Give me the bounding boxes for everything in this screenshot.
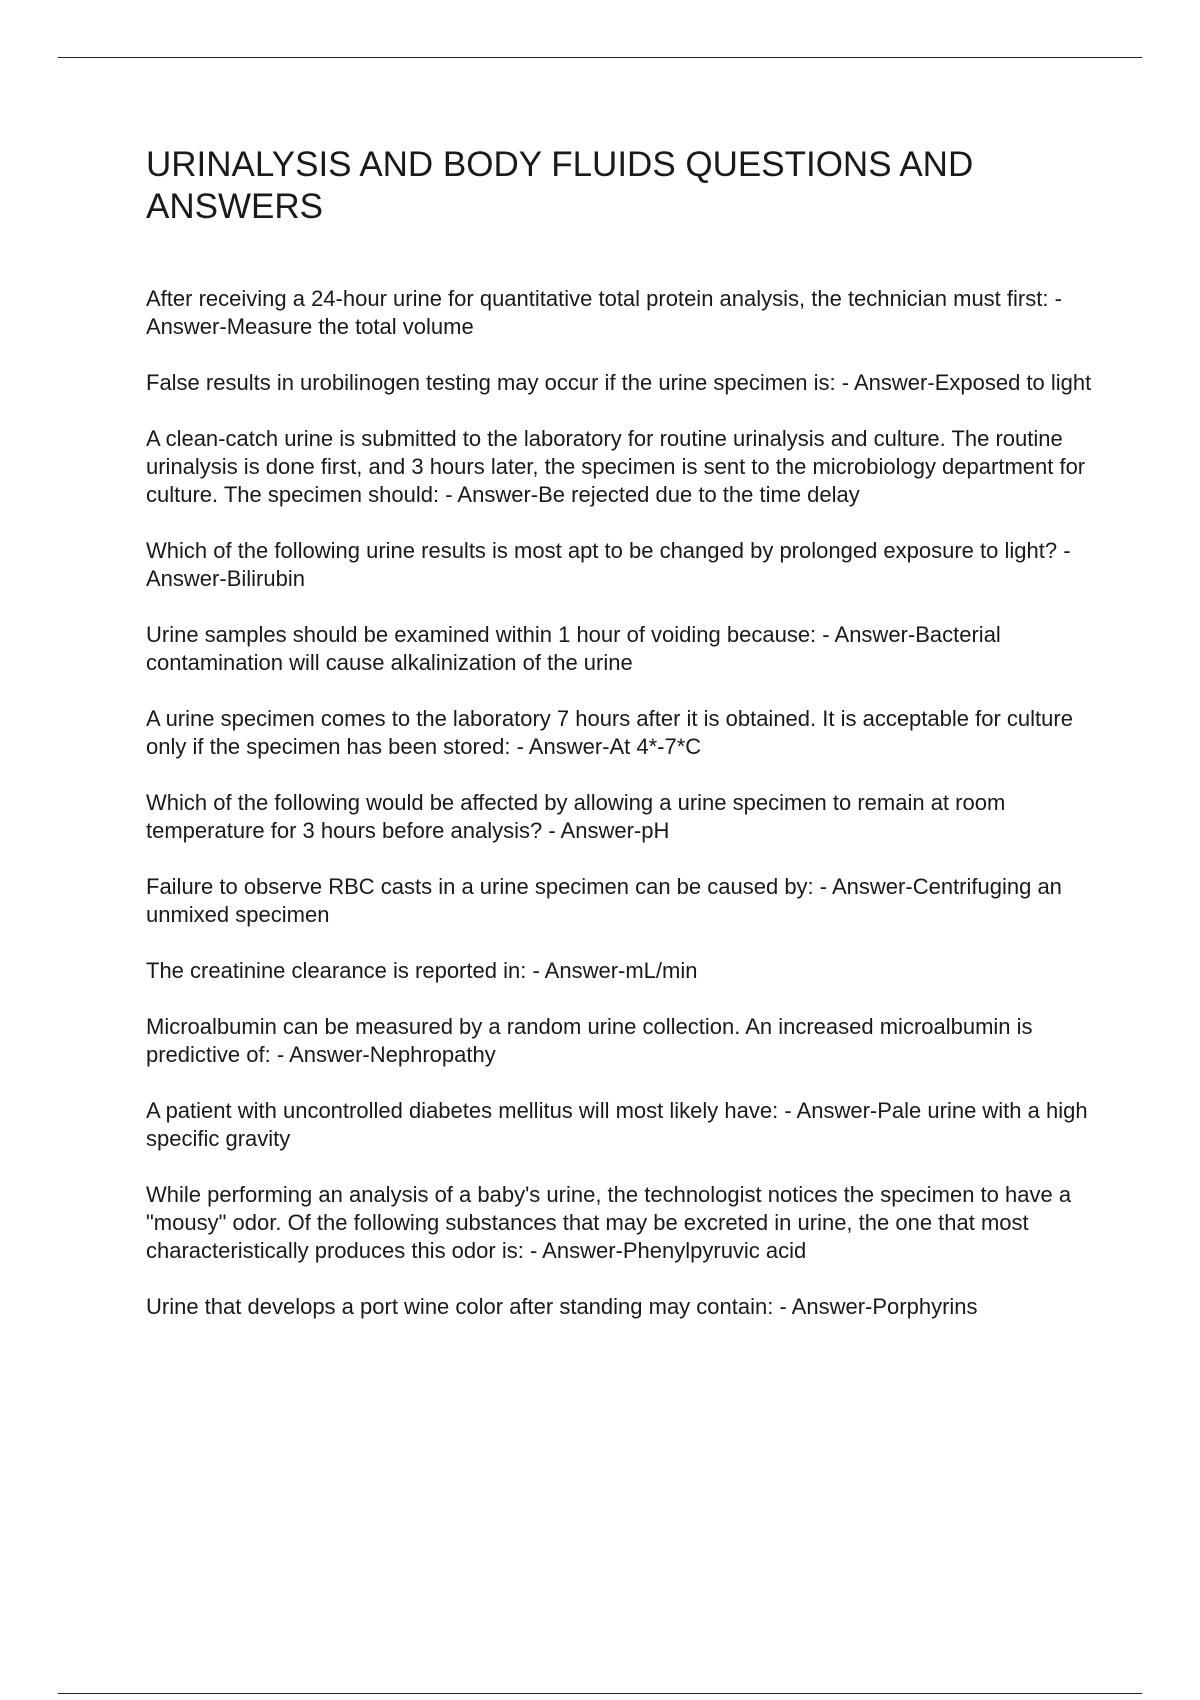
question-text: After receiving a 24-hour urine for quantitative total protein analysis, the technician must first: bbox=[146, 286, 1049, 311]
answer-text: Exposed to light bbox=[934, 370, 1092, 395]
answer-separator: - Answer- bbox=[773, 1294, 873, 1319]
qa-list bbox=[146, 285, 1096, 1349]
answer-text: pH bbox=[641, 818, 670, 843]
answer-separator: - Answer- bbox=[439, 482, 539, 507]
answer-separator: - Answer- bbox=[523, 1238, 623, 1263]
answer-text: At 4*-7*C bbox=[609, 734, 702, 759]
answer-separator: - Answer- bbox=[835, 370, 935, 395]
answer-separator: - Answer- bbox=[778, 1098, 878, 1123]
question-text: Urine that develops a port wine color after standing may contain: bbox=[146, 1294, 774, 1319]
answer-separator: - Answer- bbox=[526, 958, 626, 983]
qa-item bbox=[146, 1181, 1096, 1265]
question-text: A patient with uncontrolled diabetes mellitus will most likely have: bbox=[146, 1098, 779, 1123]
qa-item bbox=[146, 285, 1096, 341]
qa-item bbox=[146, 621, 1096, 677]
answer-text: Centrifuging an unmixed specimen bbox=[146, 874, 1062, 927]
answer-separator: - Answer- bbox=[270, 1042, 370, 1067]
qa-item bbox=[146, 789, 1096, 845]
question-text: False results in urobilinogen testing may occur if the urine specimen is: bbox=[146, 370, 836, 395]
answer-separator: - Answer- bbox=[510, 734, 610, 759]
question-text: A clean-catch urine is submitted to the laboratory for routine urinalysis and culture. The routine urinalysis is done first, and 3 hours later, the specimen is sent to the microbiology department for culture. The specimen should: bbox=[146, 426, 1086, 507]
answer-text: Bilirubin bbox=[226, 566, 305, 591]
answer-separator: - Answer- bbox=[542, 818, 642, 843]
answer-separator: - Answer- bbox=[146, 286, 1062, 339]
document-title: URINALYSIS AND BODY FLUIDS QUESTIONS AND ANSWERS bbox=[146, 145, 974, 226]
qa-item bbox=[146, 1013, 1096, 1069]
qa-item bbox=[146, 1293, 1096, 1321]
answer-text: Porphyrins bbox=[872, 1294, 978, 1319]
answer-separator: - Answer- bbox=[816, 622, 916, 647]
question-text: Failure to observe RBC casts in a urine specimen can be caused by: bbox=[146, 874, 814, 899]
qa-item bbox=[146, 369, 1096, 397]
qa-item bbox=[146, 537, 1096, 593]
answer-text: mL/min bbox=[625, 958, 698, 983]
question-text: Urine samples should be examined within 1 hour of voiding because: bbox=[146, 622, 817, 647]
qa-item bbox=[146, 425, 1096, 509]
answer-text: Phenylpyruvic acid bbox=[622, 1238, 807, 1263]
answer-text: Measure the total volume bbox=[226, 314, 474, 339]
qa-item bbox=[146, 873, 1096, 929]
qa-item bbox=[146, 957, 1096, 985]
answer-text: Be rejected due to the time delay bbox=[538, 482, 860, 507]
answer-separator: - Answer- bbox=[813, 874, 913, 899]
question-text: The creatinine clearance is reported in: bbox=[146, 958, 527, 983]
question-text: Which of the following would be affected by allowing a urine specimen to remain at room temperature for 3 hours before analysis? bbox=[146, 790, 1006, 843]
question-text: Microalbumin can be measured by a random urine collection. An increased microalbumin is predictive of: bbox=[146, 1014, 1033, 1067]
answer-text: Pale urine with a high specific gravity bbox=[146, 1098, 1088, 1151]
answer-separator: - Answer- bbox=[146, 538, 1071, 591]
answer-text: Bacterial contamination will cause alkalinization of the urine bbox=[146, 622, 1001, 675]
bottom-rule bbox=[58, 1693, 1142, 1694]
question-text: While performing an analysis of a baby's urine, the technologist notices the specimen to have a "mousy" odor. Of the following substances that may be excreted in urine, the one that most characteristically produces this odor is: bbox=[146, 1182, 1072, 1263]
question-text: A urine specimen comes to the laboratory 7 hours after it is obtained. It is acceptable for culture only if the specimen has been stored: bbox=[146, 706, 1073, 759]
answer-text: Nephropathy bbox=[369, 1042, 496, 1067]
question-text: Which of the following urine results is most apt to be changed by prolonged exposure to light? bbox=[146, 538, 1058, 563]
top-rule bbox=[58, 57, 1142, 58]
qa-item bbox=[146, 1097, 1096, 1153]
qa-item bbox=[146, 705, 1096, 761]
